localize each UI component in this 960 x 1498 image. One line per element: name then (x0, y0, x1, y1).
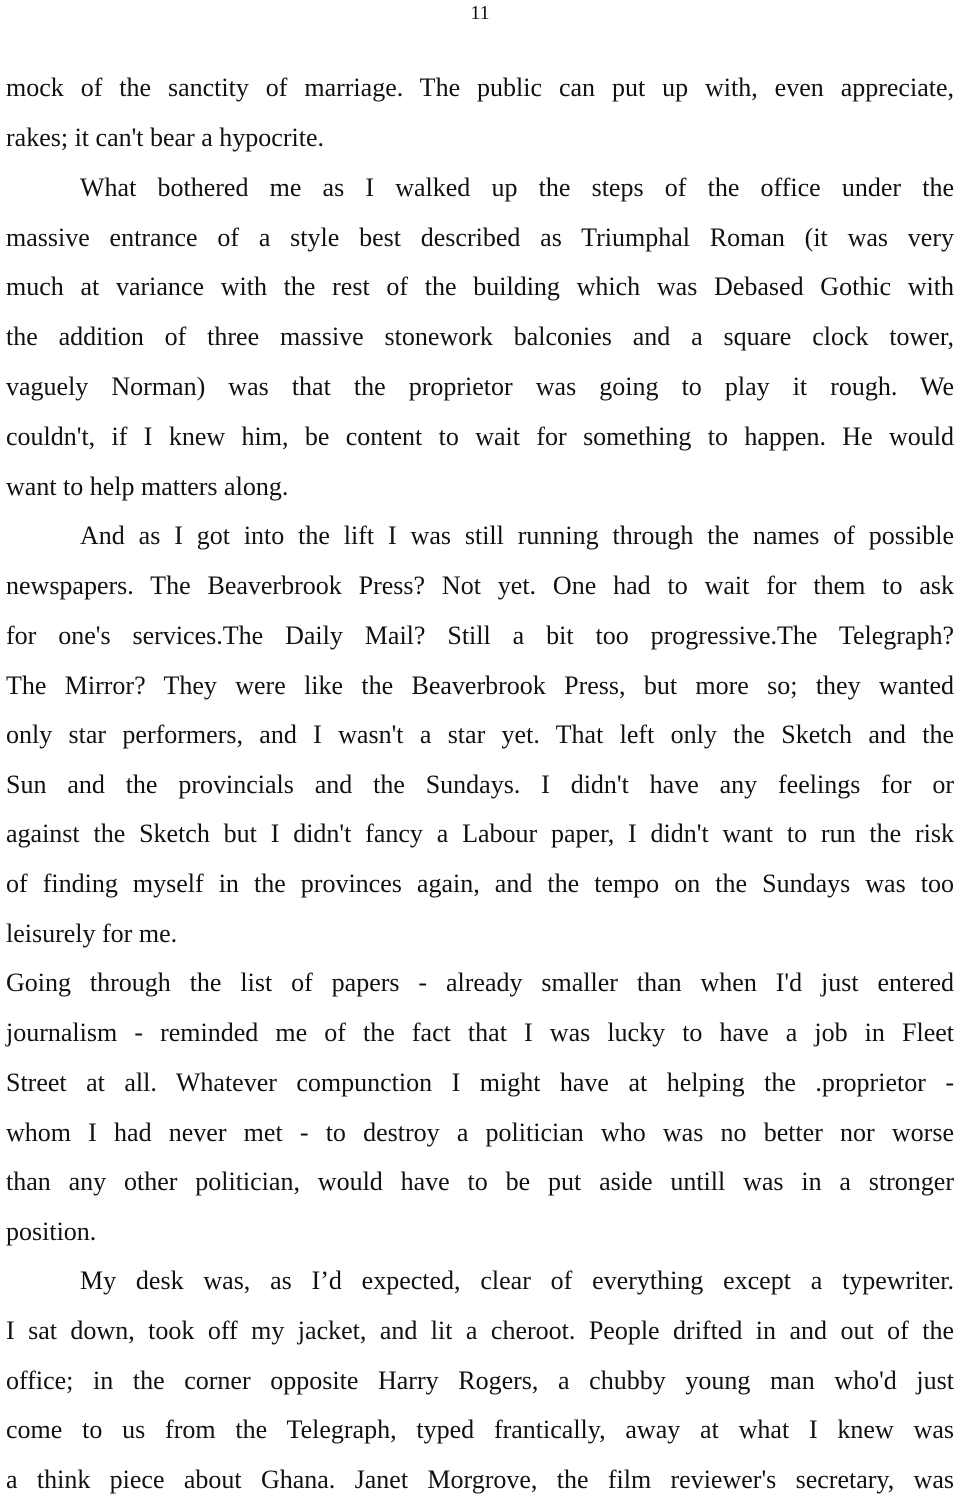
text-line: Sun and the provincials and the Sundays. I didn't have any feelings for or (6, 770, 954, 799)
text-line: newspapers. The Beaverbrook Press? Not yet. One had to wait for them to ask (6, 571, 954, 600)
text-line: massive entrance of a style best described as Triumphal Roman (it was very (6, 223, 954, 252)
text-line: What bothered me as I walked up the steps of the office under the (80, 173, 954, 202)
text-line: come to us from the Telegraph, typed frantically, away at what I knew was (6, 1415, 954, 1444)
text-line: position. (6, 1217, 97, 1246)
text-line: couldn't, if I knew him, be content to wait for something to happen. He would (6, 422, 954, 451)
text-line: leisurely for me. (6, 919, 178, 948)
text-line: vaguely Norman) was that the proprietor was going to play it rough. We (6, 372, 954, 401)
text-line: Street at all. Whatever compunction I might have at helping the .proprietor - (6, 1068, 954, 1097)
text-line: The Mirror? They were like the Beaverbrook Press, but more so; they wanted (6, 671, 954, 700)
text-line: against the Sketch but I didn't fancy a Labour paper, I didn't want to run the risk (6, 819, 954, 848)
text-line: a think piece about Ghana. Janet Morgrove, the film reviewer's secretary, was (6, 1465, 954, 1494)
text-line: the addition of three massive stonework balconies and a square clock tower, (6, 322, 954, 351)
text-line: Going through the list of papers - already smaller than when I'd just entered (6, 968, 954, 997)
text-line: And as I got into the lift I was still running through the names of possible (80, 521, 954, 550)
page-number: 11 (470, 2, 490, 24)
text-line: than any other politician, would have to be put aside untill was in a stronger (6, 1167, 954, 1196)
text-line: journalism - reminded me of the fact that I was lucky to have a job in Fleet (6, 1018, 954, 1047)
text-line: rakes; it can't bear a hypocrite. (6, 123, 324, 152)
text-line: of finding myself in the provinces again, and the tempo on the Sundays was too (6, 869, 954, 898)
text-line: for one's services.The Daily Mail? Still a bit too progressive.The Telegraph? (6, 621, 954, 650)
text-line: only star performers, and I wasn't a star yet. That left only the Sketch and the (6, 720, 954, 749)
text-line: office; in the corner opposite Harry Rogers, a chubby young man who'd just (6, 1366, 954, 1395)
text-line: want to help matters along. (6, 472, 289, 501)
text-line: mock of the sanctity of marriage. The public can put up with, even appreciate, (6, 73, 954, 102)
text-line: much at variance with the rest of the building which was Debased Gothic with (6, 272, 954, 301)
text-line: My desk was, as I’d expected, clear of everything except a typewriter. (80, 1266, 954, 1295)
text-line: whom I had never met - to destroy a politician who was no better nor worse (6, 1118, 954, 1147)
text-line: I sat down, took off my jacket, and lit a cheroot. People drifted in and out of the (6, 1316, 954, 1345)
